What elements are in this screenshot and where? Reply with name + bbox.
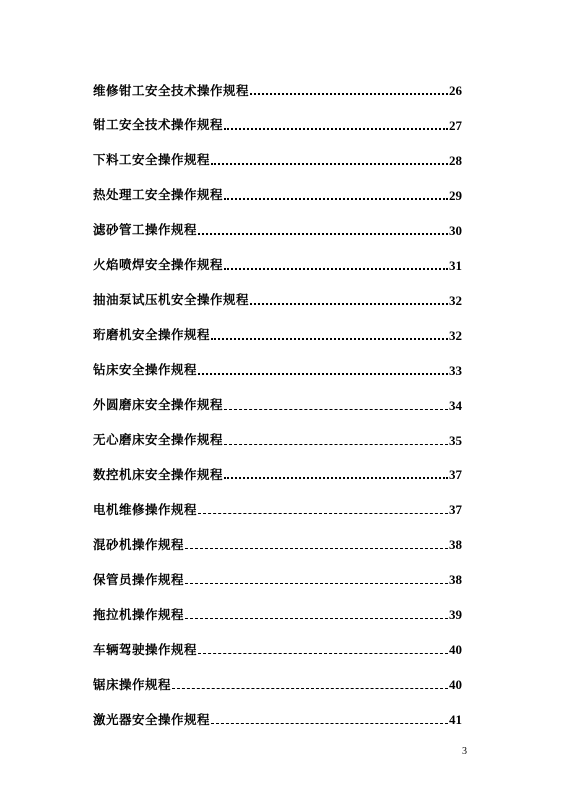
toc-entry-page: 31	[449, 257, 462, 273]
toc-leader	[185, 583, 448, 584]
toc-entry-page: 41	[449, 712, 462, 728]
toc-entry-page: 32	[449, 292, 462, 308]
toc-entry[interactable]	[93, 459, 462, 481]
toc-leader	[198, 513, 448, 514]
toc-entry-page: 30	[449, 222, 462, 238]
toc-entry-page: 37	[449, 502, 462, 518]
toc-leader	[211, 163, 448, 165]
toc-entry-title: 无心磨床安全操作规程	[93, 432, 224, 447]
toc-entry-page: 33	[449, 362, 462, 378]
toc-entry-title: 保管员操作规程	[93, 571, 185, 587]
toc-entry[interactable]	[93, 355, 462, 377]
toc-entry[interactable]	[93, 529, 462, 551]
toc-entry-title: 钳工安全技术操作规程	[93, 117, 224, 133]
toc-leader	[224, 198, 448, 200]
toc-entry-title: 下料工安全操作规程	[93, 152, 211, 168]
toc-entry[interactable]	[93, 425, 462, 447]
toc-entry[interactable]	[93, 250, 462, 272]
toc-entry-page: 27	[449, 117, 462, 133]
toc-entry[interactable]	[93, 180, 462, 202]
toc-entry-page: 35	[449, 432, 462, 448]
toc-entry[interactable]	[93, 669, 462, 691]
toc-leader	[224, 477, 448, 479]
toc-leader	[172, 688, 448, 689]
toc-entry-title: 滤砂管工操作规程	[93, 222, 198, 238]
toc-entry-title: 车辆驾驶操作规程	[93, 641, 198, 657]
toc-entry-page: 38	[449, 572, 462, 588]
toc-leader	[211, 338, 448, 340]
toc-entry-page: 26	[449, 83, 462, 98]
toc-entry-title: 珩磨机安全操作规程	[93, 327, 211, 343]
toc-entry[interactable]	[93, 390, 462, 412]
toc-entry-title: 锯床操作规程	[93, 676, 172, 692]
toc-leader	[250, 93, 448, 95]
page-number: 3	[462, 746, 467, 757]
toc-entry[interactable]	[93, 75, 462, 97]
toc-entry-title: 火焰喷焊安全操作规程	[93, 257, 224, 273]
toc-leader	[198, 373, 448, 375]
toc-leader	[224, 409, 448, 410]
toc-entry-page: 39	[449, 607, 462, 623]
toc-entry[interactable]	[93, 145, 462, 167]
toc-entry[interactable]	[93, 599, 462, 621]
toc-entry-page: 28	[449, 152, 462, 168]
toc-leader	[224, 268, 448, 270]
toc-leader	[198, 233, 448, 235]
toc-entry-page: 29	[449, 187, 462, 203]
toc-leader	[211, 723, 448, 724]
toc-entry-title: 维修钳工安全技术操作规程	[93, 82, 250, 98]
toc-entry[interactable]	[93, 110, 462, 132]
toc-leader	[250, 303, 448, 305]
toc-entry[interactable]	[93, 215, 462, 237]
toc-entry-page: 38	[449, 537, 462, 553]
toc-entry-page: 40	[449, 642, 462, 658]
toc-entry-title: 抽油泵试压机安全操作规程	[93, 292, 250, 308]
toc-entry-page: 34	[449, 397, 462, 413]
toc-leader	[185, 548, 448, 549]
toc-entry[interactable]	[93, 704, 462, 726]
toc-entry-title: 钻床安全操作规程	[93, 362, 198, 378]
toc-leader	[198, 653, 448, 654]
toc-entry[interactable]	[93, 564, 462, 586]
toc-entry-title: 电机维修操作规程	[93, 501, 198, 517]
toc-entry-page: 32	[449, 327, 462, 343]
toc-entry[interactable]	[93, 320, 462, 342]
toc-leader	[224, 444, 448, 445]
toc-entry[interactable]	[93, 494, 462, 516]
toc-entry-page: 37	[449, 467, 462, 483]
toc-entry[interactable]	[93, 634, 462, 656]
toc-entry-title: 拖拉机操作规程	[93, 606, 185, 622]
toc-leader	[185, 618, 448, 619]
toc-leader	[224, 128, 448, 130]
toc-entry-title: 数控机床安全操作规程	[93, 466, 224, 482]
toc-entry[interactable]	[93, 285, 462, 307]
toc-entry-title: 热处理工安全操作规程	[93, 187, 224, 203]
toc-entry-title: 外圆磨床安全操作规程	[93, 397, 224, 413]
toc-entry-page: 40	[449, 677, 462, 693]
toc-entry-title: 混砂机操作规程	[93, 536, 185, 552]
toc-entry-title: 激光器安全操作规程	[93, 711, 211, 727]
